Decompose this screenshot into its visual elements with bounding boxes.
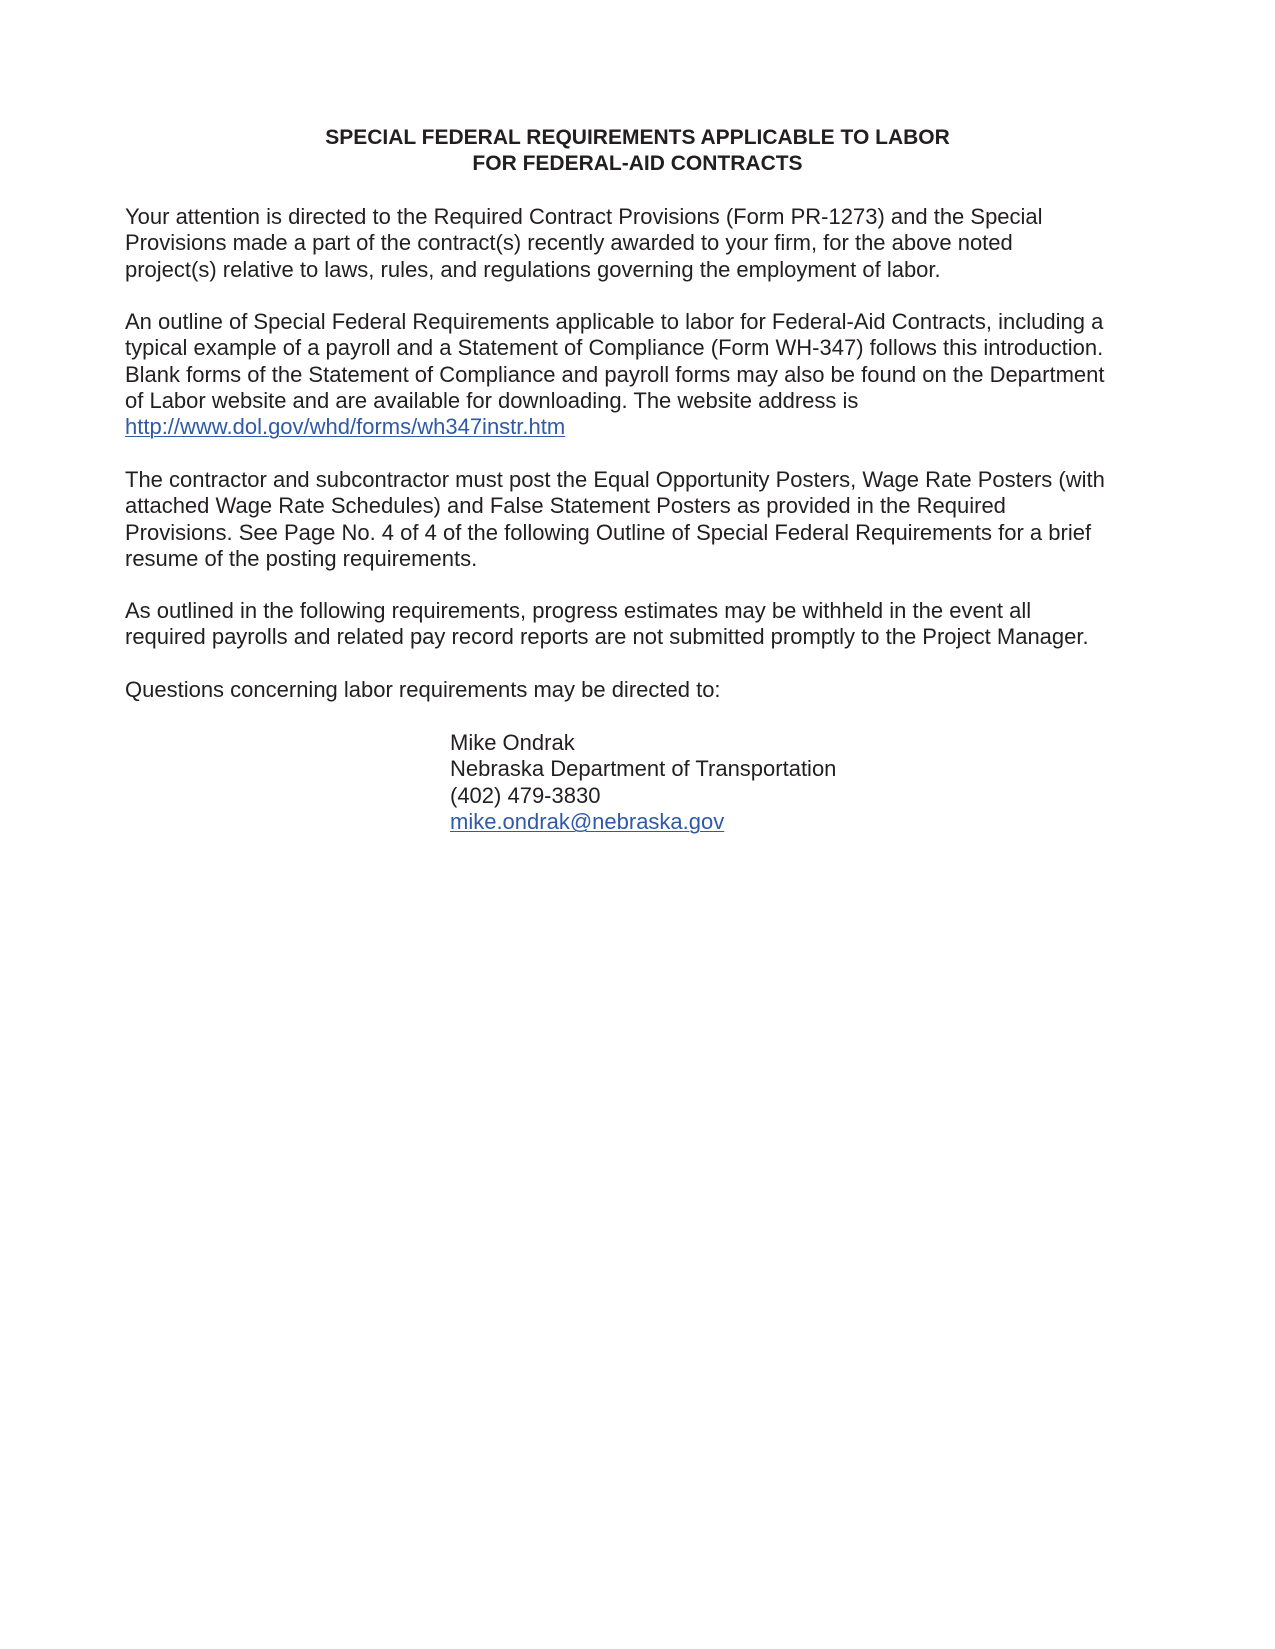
paragraph-questions xyxy=(125,677,1165,703)
paragraph-line: typical example of a payroll and a Statement of Compliance (Form WH-347) follows this introduction. xyxy=(125,335,1104,361)
title-line-1: SPECIAL FEDERAL REQUIREMENTS APPLICABLE TO LABOR xyxy=(325,126,950,149)
paragraph-intro xyxy=(125,204,1165,283)
title-line-2: FOR FEDERAL-AID CONTRACTS xyxy=(472,152,803,175)
paragraph-line: attached Wage Rate Schedules) and False Statement Posters as provided in the Required xyxy=(125,493,1006,519)
paragraph-line: Blank forms of the Statement of Compliance and payroll forms may also be found on the Department xyxy=(125,361,1105,387)
paragraph-line: resume of the posting requirements. xyxy=(125,545,478,571)
paragraph-outline xyxy=(125,309,1165,440)
contact-block xyxy=(450,730,836,835)
paragraph-line: Questions concerning labor requirements may be directed to: xyxy=(125,677,721,702)
paragraph-line: project(s) relative to laws, rules, and regulations governing the employment of labor. xyxy=(125,256,941,282)
dol-website-link[interactable]: http://www.dol.gov/whd/forms/wh347instr.htm xyxy=(125,414,566,440)
paragraph-posters xyxy=(125,467,1165,572)
contact-name: Mike Ondrak xyxy=(450,730,575,755)
paragraph-line: of Labor website and are available for downloading. The website address is xyxy=(125,387,859,413)
paragraph-line: Provisions made a part of the contract(s) recently awarded to your firm, for the above noted xyxy=(125,230,1013,256)
paragraph-line: An outline of Special Federal Requirements applicable to labor for Federal-Aid Contracts, including a xyxy=(125,309,1104,334)
contact-phone: (402) 479-3830 xyxy=(450,782,601,808)
paragraph-progress-estimates xyxy=(125,598,1165,651)
paragraph-line: The contractor and subcontractor must post the Equal Opportunity Posters, Wage Rate Posters (with xyxy=(125,467,1105,492)
contact-email-link[interactable]: mike.ondrak@nebraska.gov xyxy=(450,808,725,834)
contact-organization: Nebraska Department of Transportation xyxy=(450,756,837,782)
paragraph-line: required payrolls and related pay record reports are not submitted promptly to the Project Manager. xyxy=(125,624,1089,650)
paragraph-line: Your attention is directed to the Required Contract Provisions (Form PR-1273) and the Special xyxy=(125,204,1043,229)
document-title xyxy=(0,125,1275,177)
paragraph-line: As outlined in the following requirements, progress estimates may be withheld in the event all xyxy=(125,598,1032,623)
paragraph-line: Provisions. See Page No. 4 of 4 of the following Outline of Special Federal Requirements for a brief xyxy=(125,519,1092,545)
